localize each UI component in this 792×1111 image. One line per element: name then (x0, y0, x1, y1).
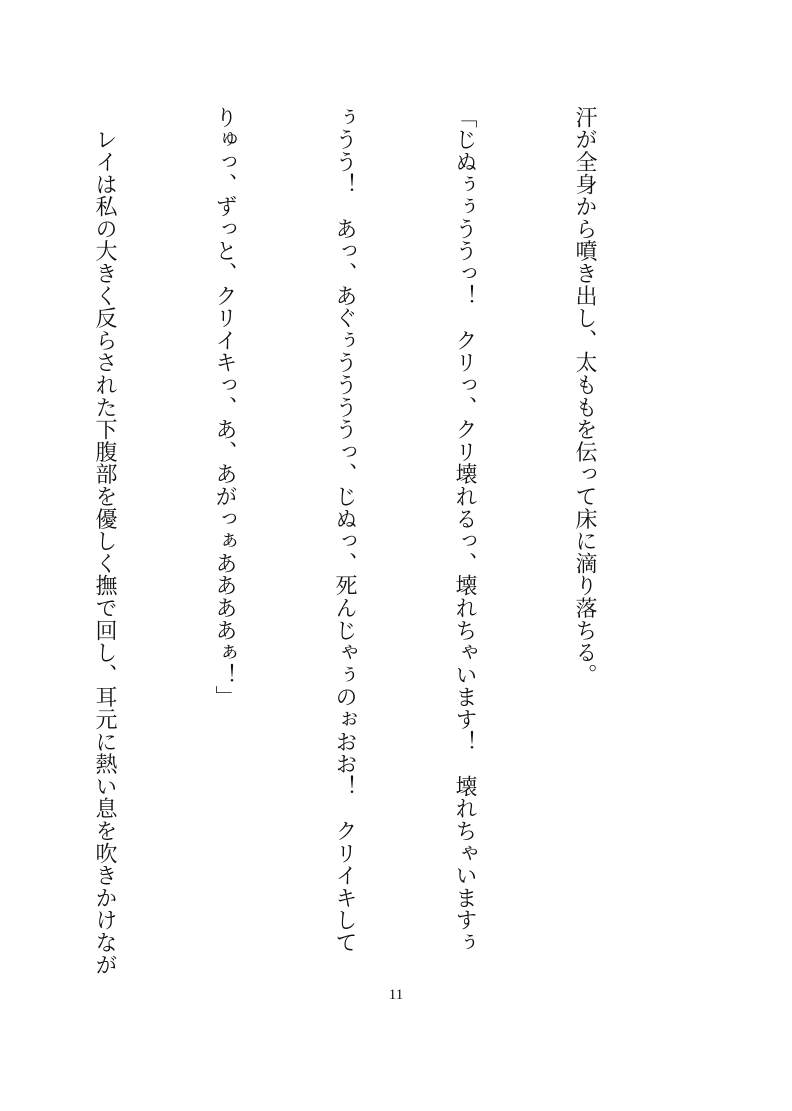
text-line: レイは私の大きく反らされた下腹部を優しく撫で回し、耳元に熱い息を吹きかけなが (92, 106, 117, 976)
text-line: 「じぬぅぅううっ！ クリっ、クリ壊れるっ、壊れちゃいます！ 壊れちゃいますぅ (452, 106, 477, 954)
text-line (0, 106, 4, 986)
vertical-body-text (0, 106, 684, 986)
page-number: 11 (388, 987, 404, 1003)
text-line: 汗が全身から噴き出し、太ももを伝って床に滴り落ちる。 (572, 106, 597, 686)
text-line: ぅうう！ あっ、あぐぅううううっ、じぬっ、死んじゃぅのぉおお！ クリイキして (332, 106, 357, 954)
text-line: りゅっ、ずっと、クリイキっ、あ、あがっぁああああぁ！」 (212, 106, 237, 709)
